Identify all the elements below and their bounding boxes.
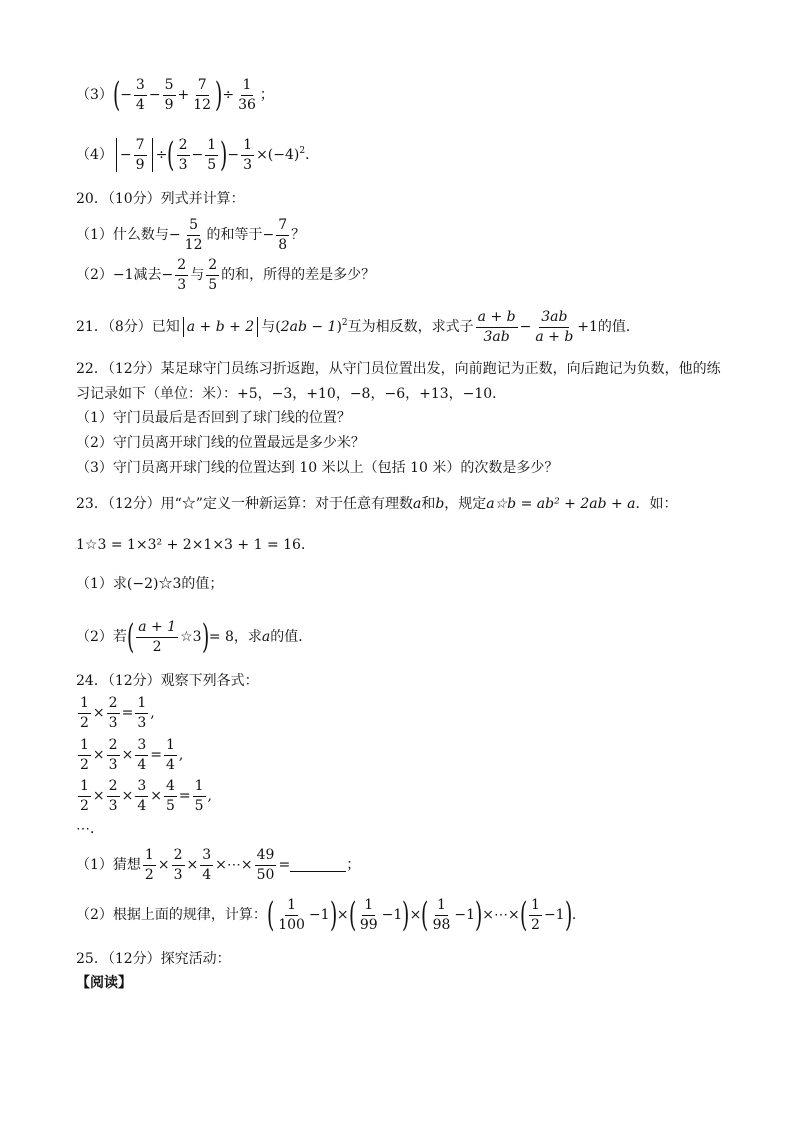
q23-example: 1☆3 = 1×3² + 2×1×3 + 1 = 16． [76, 537, 315, 553]
q24-example-3: 1 2 × 2 3 × 3 4 × 4 5 = 1 5 , [80, 778, 212, 814]
q22-part1: （1）守门员最后是否回到了球门线的位置？ [76, 410, 351, 426]
q20-title: 20．（10分）列式并计算： [76, 191, 245, 207]
q25-title: 25．（12分）探究活动： [76, 951, 231, 967]
q22-line2: 习记录如下（单位：米）：+5，−3，+10，−8，−6，+13，−10． [76, 386, 507, 402]
q19-4: （4） − 7 9 ÷ ( 2 3 − 1 5 ) − 1 3 ×( −4 ) 2 ． [76, 135, 320, 176]
q24-part1: （1）猜想 1 2 × 2 3 × 3 4 ×⋯× 49 50 = ； [76, 847, 361, 883]
q21: 21．（8分）已知 a + b + 2 与 ( 2ab − 1 ) 2 互为相反数，求式子 a + b 3ab − 3ab a + b +1的值． [76, 309, 640, 345]
q24-ellipsis: ⋯． [76, 821, 104, 837]
q20-part1: （1）什么数与 − 5 12 的和等于 − 7 8 ？ [76, 217, 306, 253]
q24-example-1: 1 2 × 2 3 = 1 3 , [80, 695, 155, 731]
q25-read-label: 【阅读】 [76, 975, 132, 991]
q19-3: （3） ( − 3 4 − 5 9 + 7 12 ) ÷ 1 36 ； [76, 75, 274, 116]
answer-blank [290, 858, 346, 872]
q22-part2: （2）守门员离开球门线的位置最远是多少米？ [76, 435, 365, 451]
q22-line1: 22．（12分）某足球守门员练习折返跑，从守门员位置出发，向前跑记为正数，向后跑记为负数，他的练 [76, 361, 721, 377]
q22-part3: （3）守门员离开球门线的位置达到 10 米以上（包括 10 米）的次数是多少？ [76, 460, 559, 476]
q23-line1: 23．（12分）用“☆”定义一种新运算：对于任意有理数a和b，规定a☆b = ab² + 2ab + a．如： [76, 496, 678, 512]
q23-part1: （1）求(−2)☆3的值； [76, 576, 224, 592]
q23-part2: （2）若 ( a + 1 2 ☆3 ) = 8，求 a 的值． [76, 617, 313, 658]
q24-example-2: 1 2 × 2 3 × 3 4 = 1 4 , [80, 737, 184, 773]
q24-part2: （2）根据上面的规律，计算： ( 1 100 −1 ) × ( 1 99 −1 ) × ( 1 98 −1 ) ×⋯× ( 1 2 −1 ) ． [76, 895, 586, 936]
q24-title: 24．（12分）观察下列各式： [76, 673, 259, 689]
q20-part2: （2）−1减去 − 2 3 与 2 5 的和，所得的差是多少？ [76, 257, 376, 293]
